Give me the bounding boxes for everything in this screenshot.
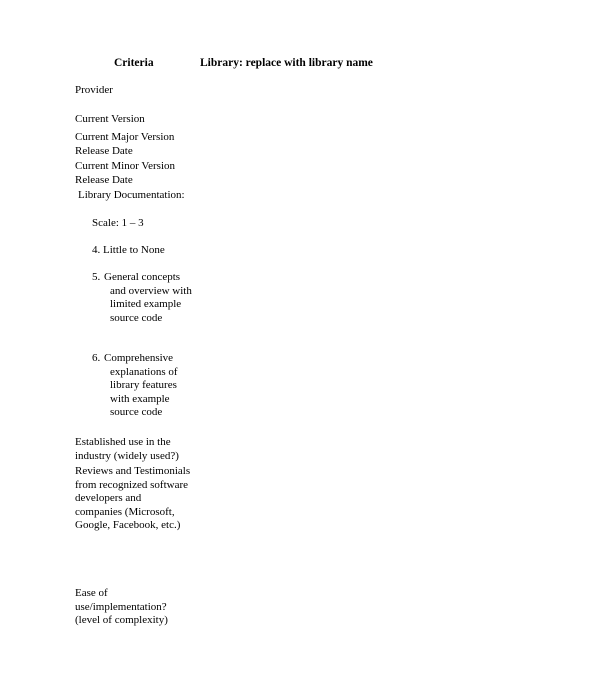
criterion-ease-of-use: [75, 587, 183, 628]
criterion-major-release-date: [75, 131, 195, 158]
scale-item-5-number: 5.: [92, 271, 101, 283]
scale-item-text: Little to None: [103, 244, 165, 256]
scale-item-5-text: [104, 271, 196, 325]
criterion-major-release-date-text: Current Major Version Release Date: [75, 131, 175, 157]
criterion-ease-of-use-text: Ease of use/implementation? (level of complexity): [75, 587, 168, 626]
criteria-column-header: Criteria: [114, 57, 154, 69]
scale-item-5-text-content: General concepts and overview with limited example source code: [104, 271, 192, 324]
library-column-header: Library: replace with library name: [200, 57, 373, 69]
criterion-established-use: [75, 436, 193, 463]
scale-item-6-text-content: Comprehensive explanations of library features with example source code: [104, 352, 178, 418]
criterion-minor-release-date-text: Current Minor Version Release Date: [75, 160, 176, 186]
criterion-current-version: Current Version: [75, 113, 145, 125]
criterion-minor-release-date: [75, 160, 195, 187]
criterion-reviews: [75, 465, 191, 533]
documentation-scale: Scale: 1 – 3: [92, 217, 144, 229]
criterion-provider: Provider: [75, 84, 113, 96]
scale-item-6-text: [104, 352, 196, 420]
scale-item-4: [92, 244, 165, 258]
criterion-reviews-text: Reviews and Testimonials from recognized software developers and companies (Microsoft, Google, Facebook, etc.): [75, 465, 191, 531]
scale-item-6-number: 6.: [92, 352, 101, 364]
scale-item-number: 4.: [92, 244, 101, 256]
criterion-established-use-text: Established use in the industry (widely used?): [75, 436, 179, 462]
criterion-library-documentation: Library Documentation:: [78, 189, 185, 201]
